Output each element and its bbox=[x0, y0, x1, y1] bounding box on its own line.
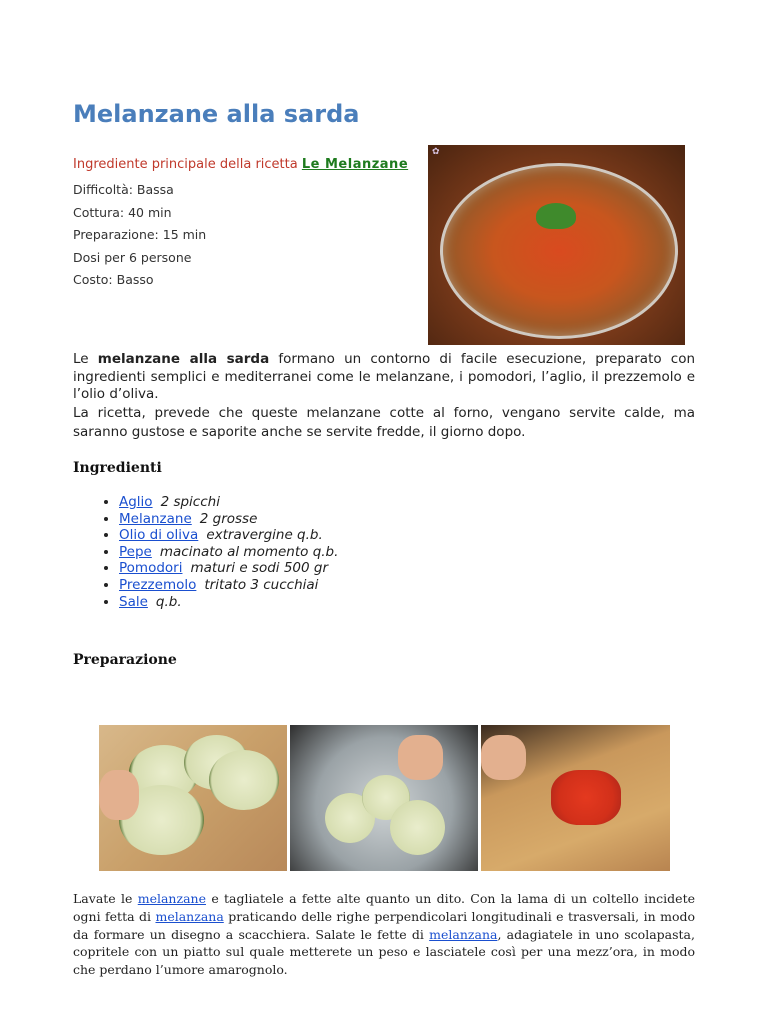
cost: Costo: Basso bbox=[73, 272, 154, 287]
prep-time: Preparazione: 15 min bbox=[73, 227, 207, 242]
photo-slicing-eggplant bbox=[99, 725, 287, 871]
eggplant-slice bbox=[390, 800, 445, 855]
hand bbox=[99, 770, 139, 820]
main-ingredient-line bbox=[73, 157, 408, 172]
list-item: • Pepe macinato al momento q.b. bbox=[119, 544, 338, 561]
list-item: • Melanzane 2 grosse bbox=[119, 511, 338, 528]
preparation-text: Lavate le melanzane e tagliatele a fette alte quanto un dito. Con la lama di un coltello incidete ogni fetta di melanzana praticando delle righe perpendicolari longitudinali e trasversali, in modo da formare un disegno a scacchiera. Salate le fette di melanzana, adagiatele in uno scolapasta, copritele con un piatto sul quale metterete un peso e lasciatele così per una mezz’ora, in modo che perdano l’umore amarognolo. bbox=[73, 891, 696, 978]
ingredient-link[interactable]: Pomodori bbox=[119, 560, 183, 577]
intro-text bbox=[73, 351, 695, 442]
dish-photo bbox=[428, 145, 685, 345]
ingredient-link[interactable]: Sale bbox=[119, 593, 148, 610]
hand bbox=[481, 735, 526, 780]
main-ingredient-label: Ingrediente principale della ricetta bbox=[73, 157, 298, 172]
list-item: • Olio di oliva extravergine q.b. bbox=[119, 527, 338, 544]
cooking-time: Cottura: 40 min bbox=[73, 204, 172, 220]
melanzana-link[interactable]: melanzana bbox=[429, 926, 498, 942]
servings: Dosi per 6 persone bbox=[73, 249, 192, 265]
basil-leaf bbox=[536, 203, 576, 229]
watermark-logo: ✿ bbox=[432, 147, 440, 157]
list-item: • Aglio 2 spicchi bbox=[119, 494, 338, 511]
intro-paragraph-1: Le melanzane alla sarda formano un contorno di facile esecuzione, preparato con ingredienti semplici e mediterranei come le melanzane, i pomodori, l’aglio, il prezzemolo e l’olio d’oliva. bbox=[73, 351, 696, 402]
ingredient-link[interactable]: Melanzane bbox=[119, 510, 192, 527]
baking-dish bbox=[440, 163, 678, 339]
intro-paragraph-2: La ricetta, prevede che queste melanzane cotte al forno, vengano servite calde, ma saranno gustose e saporite anche se servite fredde, il giorno dopo. bbox=[73, 404, 695, 440]
preparation-heading: Preparazione bbox=[73, 652, 177, 668]
recipe-meta bbox=[73, 157, 408, 292]
list-item: • Sale q.b. bbox=[119, 594, 338, 611]
preparation-photos bbox=[99, 725, 670, 871]
eggplant-slice bbox=[209, 750, 279, 810]
list-item: • Pomodori maturi e sodi 500 gr bbox=[119, 560, 338, 577]
photo-dicing-tomatoes bbox=[481, 725, 670, 871]
melanzana-link[interactable]: melanzana bbox=[155, 908, 224, 924]
hand bbox=[398, 735, 443, 780]
dish-name-bold: melanzane alla sarda bbox=[97, 351, 270, 367]
melanzane-link[interactable]: melanzane bbox=[137, 891, 206, 906]
ingredients-list bbox=[73, 494, 338, 610]
ingredient-link[interactable]: Olio di oliva bbox=[119, 527, 199, 544]
ingredient-link[interactable]: Pepe bbox=[119, 543, 152, 560]
ingredients-heading: Ingredienti bbox=[73, 460, 162, 476]
diced-tomatoes bbox=[551, 770, 621, 825]
list-item: • Prezzemolo tritato 3 cucchiai bbox=[119, 577, 338, 594]
difficulty: Difficoltà: Bassa bbox=[73, 182, 174, 197]
ingredient-link[interactable]: Aglio bbox=[119, 494, 153, 510]
ingredient-link[interactable]: Prezzemolo bbox=[119, 576, 197, 593]
page-title: Melanzane alla sarda bbox=[73, 100, 360, 128]
photo-colander bbox=[290, 725, 478, 871]
main-ingredient-link[interactable]: Le Melanzane bbox=[301, 157, 409, 172]
